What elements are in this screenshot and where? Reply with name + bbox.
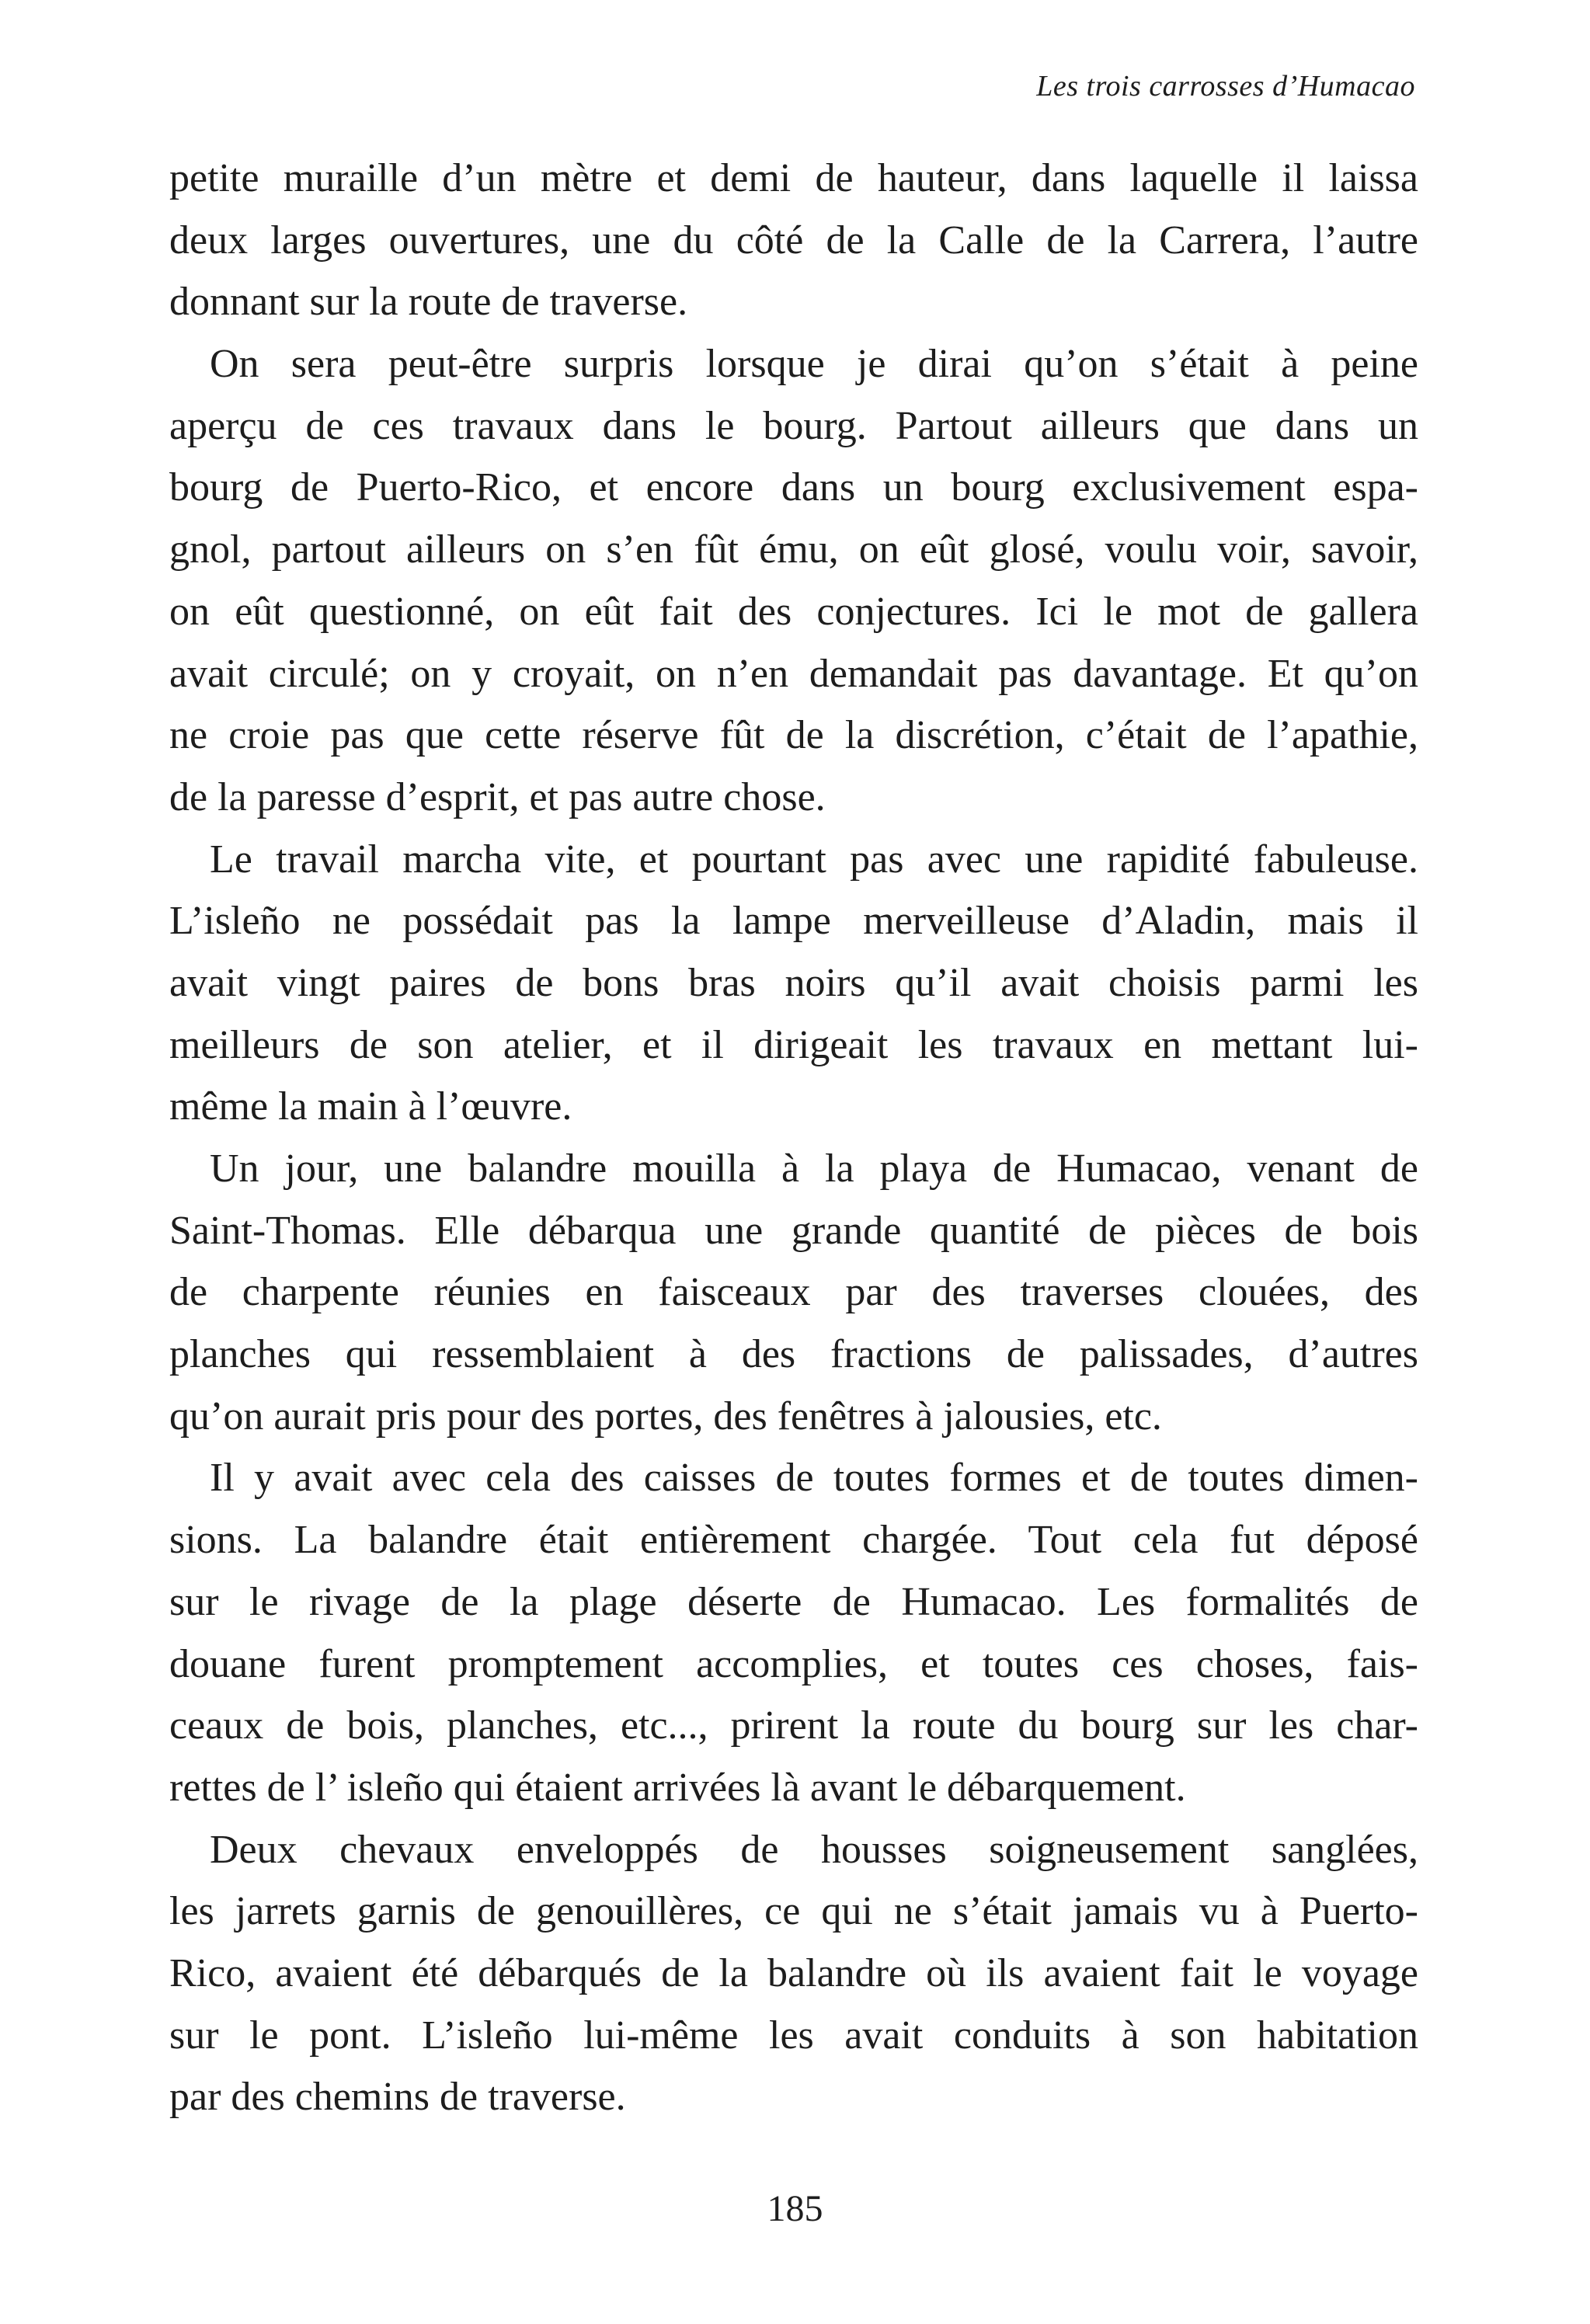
text-line: Le travail marcha vite, et pourtant pas avec une rapidité fabuleuse. bbox=[210, 837, 1418, 882]
text-line: sions. La balandre était entièrement chargée. Tout cela fut déposé bbox=[169, 1518, 1418, 1563]
text-line: de la paresse d’esprit, et pas autre chose. bbox=[169, 774, 826, 819]
text-line: Saint-Thomas. Elle débarqua une grande quantité de pièces de bois bbox=[169, 1208, 1418, 1253]
text-line: gnol, partout ailleurs on s’en fût ému, on eût glosé, voulu voir, savoir, bbox=[169, 527, 1418, 572]
text-line: petite muraille d’un mètre et demi de hauteur, dans laquelle il laissa bbox=[169, 156, 1418, 200]
text-line: ceaux de bois, planches, etc..., prirent la route du bourg sur les char- bbox=[169, 1703, 1418, 1748]
text-line: les jarrets garnis de genouillères, ce qui ne s’était jamais vu à Puerto- bbox=[169, 1889, 1418, 1934]
text-line: sur le pont. L’isleño lui-même les avait conduits à son habitation bbox=[169, 2013, 1418, 2058]
text-line: sur le rivage de la plage déserte de Humacao. Les formalités de bbox=[169, 1579, 1418, 1624]
text-line: qu’on aurait pris pour des portes, des fenêtres à jalousies, etc. bbox=[169, 1393, 1162, 1439]
text-line: aperçu de ces travaux dans le bourg. Partout ailleurs que dans un bbox=[169, 403, 1418, 448]
text-line: Il y avait avec cela des caisses de toutes formes et de toutes dimen- bbox=[210, 1456, 1418, 1501]
text-line: Un jour, une balandre mouilla à la playa de Humacao, venant de bbox=[210, 1146, 1418, 1191]
running-head: Les trois carrosses d’Humacao bbox=[1036, 70, 1415, 103]
text-line: bourg de Puerto-Rico, et encore dans un bourg exclusivement espa- bbox=[169, 465, 1418, 510]
text-line: planches qui ressemblaient à des fractions de palissades, d’autres bbox=[169, 1332, 1418, 1377]
text-line: Deux chevaux enveloppés de housses soigneusement sanglées, bbox=[210, 1827, 1418, 1872]
text-line: même la main à l’œuvre. bbox=[169, 1084, 572, 1129]
text-line: L’isleño ne possédait pas la lampe merveilleuse d’Aladin, mais il bbox=[169, 899, 1418, 944]
text-line: On sera peut-être surpris lorsque je dirai qu’on s’était à peine bbox=[210, 342, 1418, 387]
text-line: deux larges ouvertures, une du côté de la Calle de la Carrera, l’autre bbox=[169, 217, 1418, 263]
text-line: avait vingt paires de bons bras noirs qu’il avait choisis parmi les bbox=[169, 960, 1418, 1005]
text-line: on eût questionné, on eût fait des conjectures. Ici le mot de gallera bbox=[169, 589, 1418, 634]
body-text bbox=[169, 148, 1418, 2128]
text-line: par des chemins de traverse. bbox=[169, 2075, 626, 2120]
text-line: de charpente réunies en faisceaux par des traverses clouées, des bbox=[169, 1270, 1418, 1315]
text-line: ne croie pas que cette réserve fût de la discrétion, c’était de l’apathie, bbox=[169, 713, 1418, 758]
page-number: 185 bbox=[767, 2188, 823, 2229]
text-line: meilleurs de son atelier, et il dirigeait les travaux en mettant lui- bbox=[169, 1022, 1418, 1067]
text-line: douane furent promptement accomplies, et toutes ces choses, fais- bbox=[169, 1641, 1418, 1686]
text-line: donnant sur la route de traverse. bbox=[169, 280, 688, 325]
text-line: rettes de l’ isleño qui étaient arrivées là avant le débarquement. bbox=[169, 1765, 1186, 1810]
text-line: avait circulé; on y croyait, on n’en demandait pas davantage. Et qu’on bbox=[169, 651, 1418, 696]
text-line: Rico, avaient été débarqués de la balandre où ils avaient fait le voyage bbox=[169, 1950, 1418, 1995]
